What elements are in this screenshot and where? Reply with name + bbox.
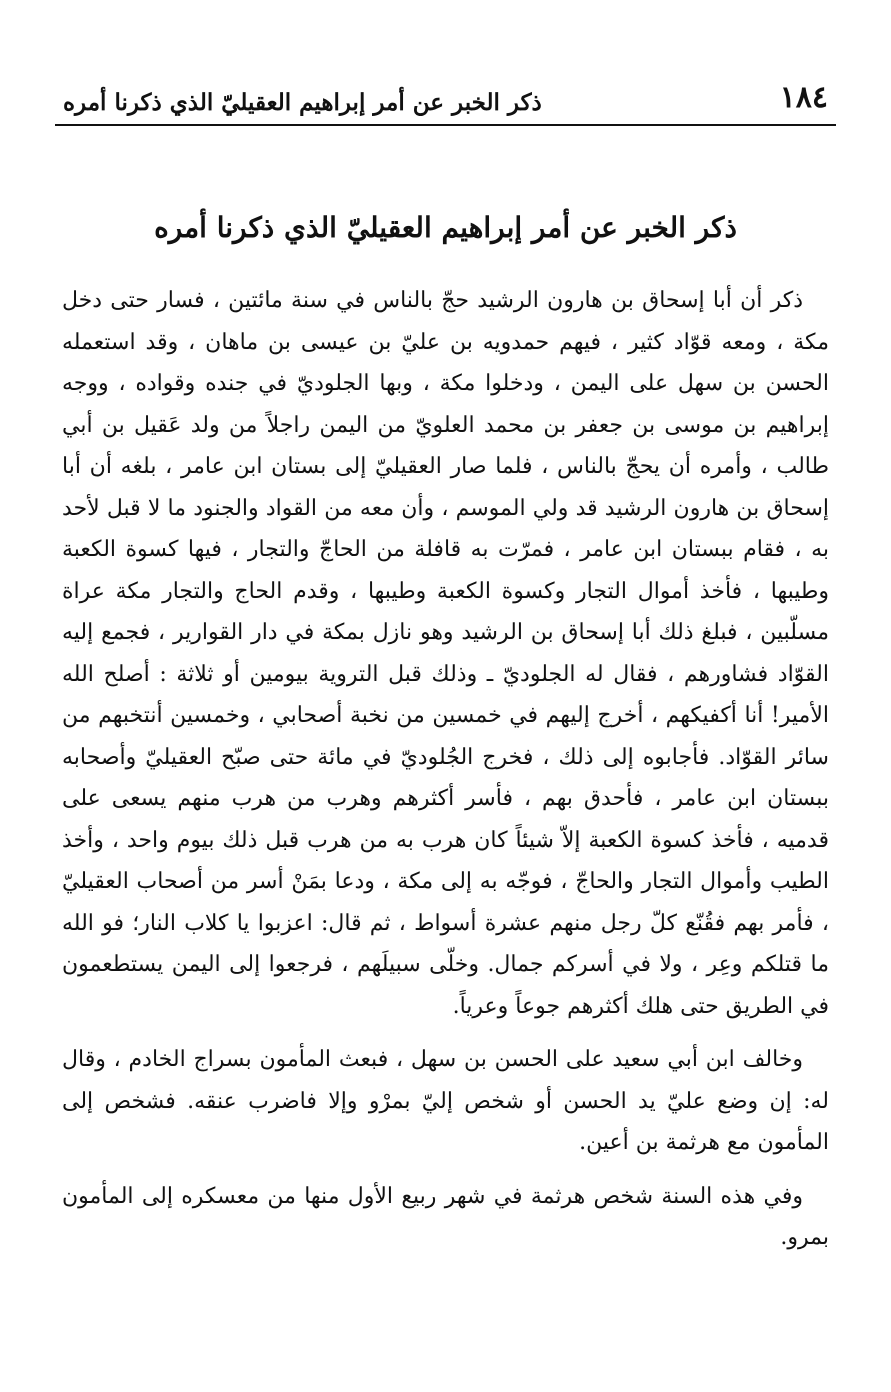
page-number: ١٨٤ [779, 80, 828, 115]
body-text [62, 280, 829, 1259]
running-header [55, 78, 836, 126]
paragraph-3: وفي هذه السنة شخص هرثمة في شهر ربيع الأول منها من معسكره إلى المأمون بمرو. [62, 1183, 829, 1250]
paragraph-1: ذكر أن أبا إسحاق بن هارون الرشيد حجّ بالناس في سنة مائتين ، فسار حتى دخل مكة ، ومعه قوّاد كثير ، فيهم حمدويه بن عليّ بن عيسى بن ماهان ، وقد استعمله الحسن بن سهل على اليمن ، ودخلوا مكة ، وبها الجلوديّ في جنده وقواده ، ووجه إبراهيم بن موسى بن جعفر بن محمد العلويّ من اليمن راجلاً من ولد عَقيل بن أبي طالب ، وأمره أن يحجّ بالناس ، فلما صار العقيليّ إلى بستان ابن عامر ، بلغه أن أبا إسحاق بن هارون الرشيد قد ولي الموسم ، وأن معه من القواد والجنود ما لا قبل لأحد به ، فقام ببستان ابن عامر ، فمرّت به قافلة من الحاجّ والتجار ، فيها كسوة الكعبة وطيبها ، فأخذ أموال التجار وكسوة الكعبة وطيبها ، وقدم الحاج والتجار مكة عراة مسلّبين ، فبلغ ذلك أبا إسحاق بن الرشيد وهو نازل بمكة في دار القوارير ، فجمع إليه القوّاد فشاورهم ، فقال له الجلوديّ ـ وذلك قبل التروية بيومين أو ثلاثة : أصلح الله الأمير! أنا أكفيكهم ، أخرج إليهم في خمسين من نخبة أصحابي ، وخمسين أنتخبهم من سائر القوّاد. فأجابوه إلى ذلك ، فخرج الجُلوديّ في مائة حتى صبّح العقيليّ وأصحابه ببستان ابن عامر ، فأحدق بهم ، فأسر أكثرهم وهرب من هرب منهم يسعى على قدميه ، فأخذ كسوة الكعبة إلاّ شيئاً كان هرب به من هرب قبل ذلك بيوم واحد ، وأخذ الطيب وأموال التجار والحاجّ ، فوجّه به إلى مكة ، ودعا بمَنْ أسر من أصحاب العقيليّ ، فأمر بهم فقُنّع كلّ رجل منهم عشرة أسواط ، ثم قال: اعزبوا يا كلاب النار؛ فو الله ما قتلكم وعِر ، ولا في أسركم جمال. وخلّى سبيلَهم ، فرجعوا إلى اليمن يستطعمون في الطريق حتى هلك أكثرهم جوعاً وعرياً. [62, 288, 829, 1019]
section-title: ذكر الخبر عن أمر إبراهيم العقيليّ الذي ذكرنا أمره [154, 211, 737, 244]
running-title: ذكر الخبر عن أمر إبراهيم العقيليّ الذي ذكرنا أمره [63, 89, 542, 116]
paragraph-2: وخالف ابن أبي سعيد على الحسن بن سهل ، فبعث المأمون بسراج الخادم ، وقال له: إن وضع عليّ يد الحسن أو شخص إليّ بمرْو وإلا فاضرب عنقه. فشخص إلى المأمون مع هرثمة بن أعين. [62, 1047, 829, 1155]
